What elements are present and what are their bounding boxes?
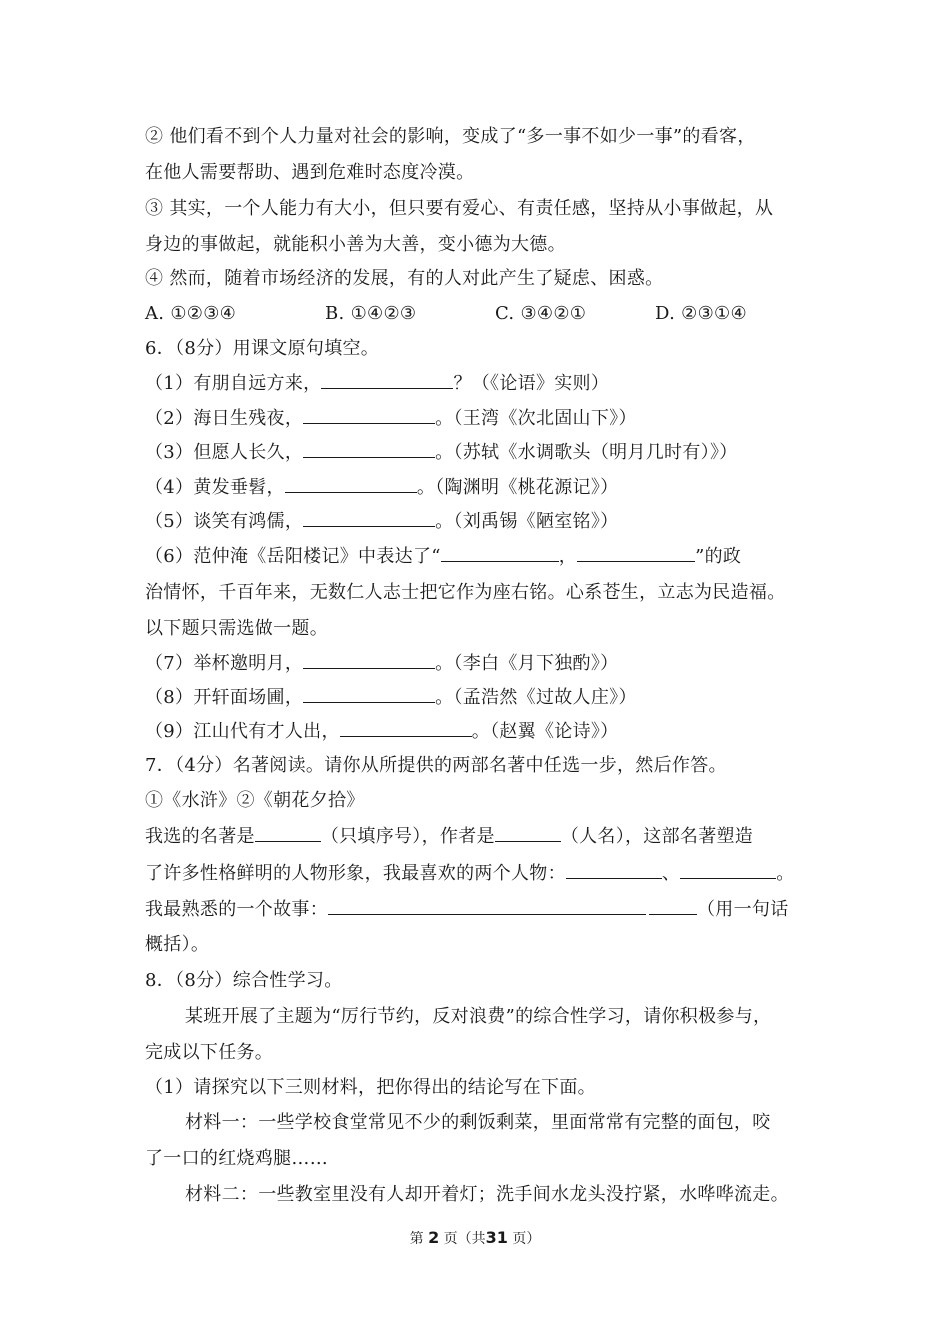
fill-line: （7）举杯邀明月， 。（李白《月下独酌》） — [145, 653, 619, 674]
answer-blank[interactable] — [303, 510, 435, 527]
text-line: 了一口的红烧鸡腿…… — [145, 1148, 328, 1169]
total-pages: 31 — [485, 1228, 508, 1247]
page-footer: 第 2 页（共31 页） — [409, 1228, 541, 1247]
answer-blank[interactable] — [303, 652, 435, 669]
answer-blank[interactable] — [577, 545, 695, 562]
text-line: ④ 然而，随着市场经济的发展，有的人对此产生了疑虑、困惑。 — [145, 268, 664, 289]
text-line: 材料一：一些学校食堂常见不少的剩饭剩菜，里面常常有完整的面包，咬 — [185, 1112, 771, 1133]
text-line: 在他人需要帮助、遇到危难时态度冷漠。 — [145, 162, 475, 183]
text-line: ①《水浒》②《朝花夕拾》 — [145, 790, 365, 811]
option-c: C. ③④②① — [495, 303, 587, 324]
text-line: ② 他们看不到个人力量对社会的影响，变成了“多一事不如少一事”的看客， — [145, 126, 756, 147]
fill-line: 我选的名著是 （只填序号），作者是 （人名），这部名著塑造 — [145, 826, 754, 847]
option-b: B. ①④②③ — [325, 303, 417, 324]
text-line: 完成以下任务。 — [145, 1042, 274, 1063]
answer-blank[interactable] — [285, 476, 417, 493]
question-6-heading: 6．（8分）用课文原句填空。 — [145, 338, 380, 359]
option-a: A. ①②③④ — [145, 303, 237, 324]
answer-blank[interactable] — [328, 898, 646, 915]
text-line: ③ 其实，一个人能力有大小，但只要有爱心、有责任感，坚持从小事做起，从 — [145, 198, 774, 219]
text-line: 概括）。 — [145, 934, 210, 955]
answer-blank[interactable] — [566, 862, 662, 879]
text-line: 治情怀，千百年来，无数仁人志士把它作为座右铭。心系苍生，立志为民造福。 — [145, 582, 786, 603]
page-number: 2 — [428, 1228, 440, 1247]
fill-line: （9）江山代有才人出， 。（赵翼《论诗》） — [145, 721, 619, 742]
fill-line: （2）海日生残夜， 。（王湾《次北固山下》） — [145, 408, 637, 429]
text-line: 材料二：一些教室里没有人却开着灯；洗手间水龙头没拧紧，水哗哗流走。 — [185, 1184, 789, 1205]
answer-blank[interactable] — [340, 720, 472, 737]
text-line: 以下题只需选做一题。 — [145, 618, 328, 639]
fill-line: 我最熟悉的一个故事： （用一句话 — [145, 899, 789, 920]
answer-blank[interactable] — [255, 825, 321, 842]
answer-blank[interactable] — [303, 441, 435, 458]
text-line: 身边的事做起，就能积小善为大善，变小德为大德。 — [145, 234, 566, 255]
answer-blank[interactable] — [495, 825, 561, 842]
answer-blank[interactable] — [649, 898, 697, 915]
fill-line: （8）开轩面场圃， 。（孟浩然《过故人庄》） — [145, 687, 637, 708]
answer-blank[interactable] — [441, 545, 559, 562]
answer-options — [145, 303, 815, 325]
answer-blank[interactable] — [680, 862, 776, 879]
fill-line: （6）范仲淹《岳阳楼记》中表达了“ ， ”的政 — [145, 546, 742, 567]
fill-line: （4）黄发垂髫， 。（陶渊明《桃花源记》） — [145, 477, 619, 498]
answer-blank[interactable] — [321, 372, 453, 389]
text-line: 某班开展了主题为“厉行节约，反对浪费”的综合性学习，请你积极参与， — [185, 1006, 772, 1027]
fill-line: （3）但愿人长久， 。（苏轼《水调歌头（明月几时有）》） — [145, 442, 738, 463]
text-line: （1）请探究以下三则材料，把你得出的结论写在下面。 — [145, 1077, 596, 1098]
answer-blank[interactable] — [303, 686, 435, 703]
question-8-heading: 8．（8分）综合性学习。 — [145, 970, 343, 991]
option-d: D. ②③①④ — [655, 303, 747, 324]
question-7-heading: 7．（4分）名著阅读。请你从所提供的两部名著中任选一步，然后作答。 — [145, 755, 727, 776]
answer-blank[interactable] — [303, 407, 435, 424]
fill-line: （5）谈笑有鸿儒， 。（刘禹锡《陋室铭》） — [145, 511, 619, 532]
fill-line: （1）有朋自远方来， ？（《论语》实则） — [145, 373, 610, 394]
fill-line: 了许多性格鲜明的人物形象，我最喜欢的两个人物： 、 。 — [145, 863, 795, 884]
